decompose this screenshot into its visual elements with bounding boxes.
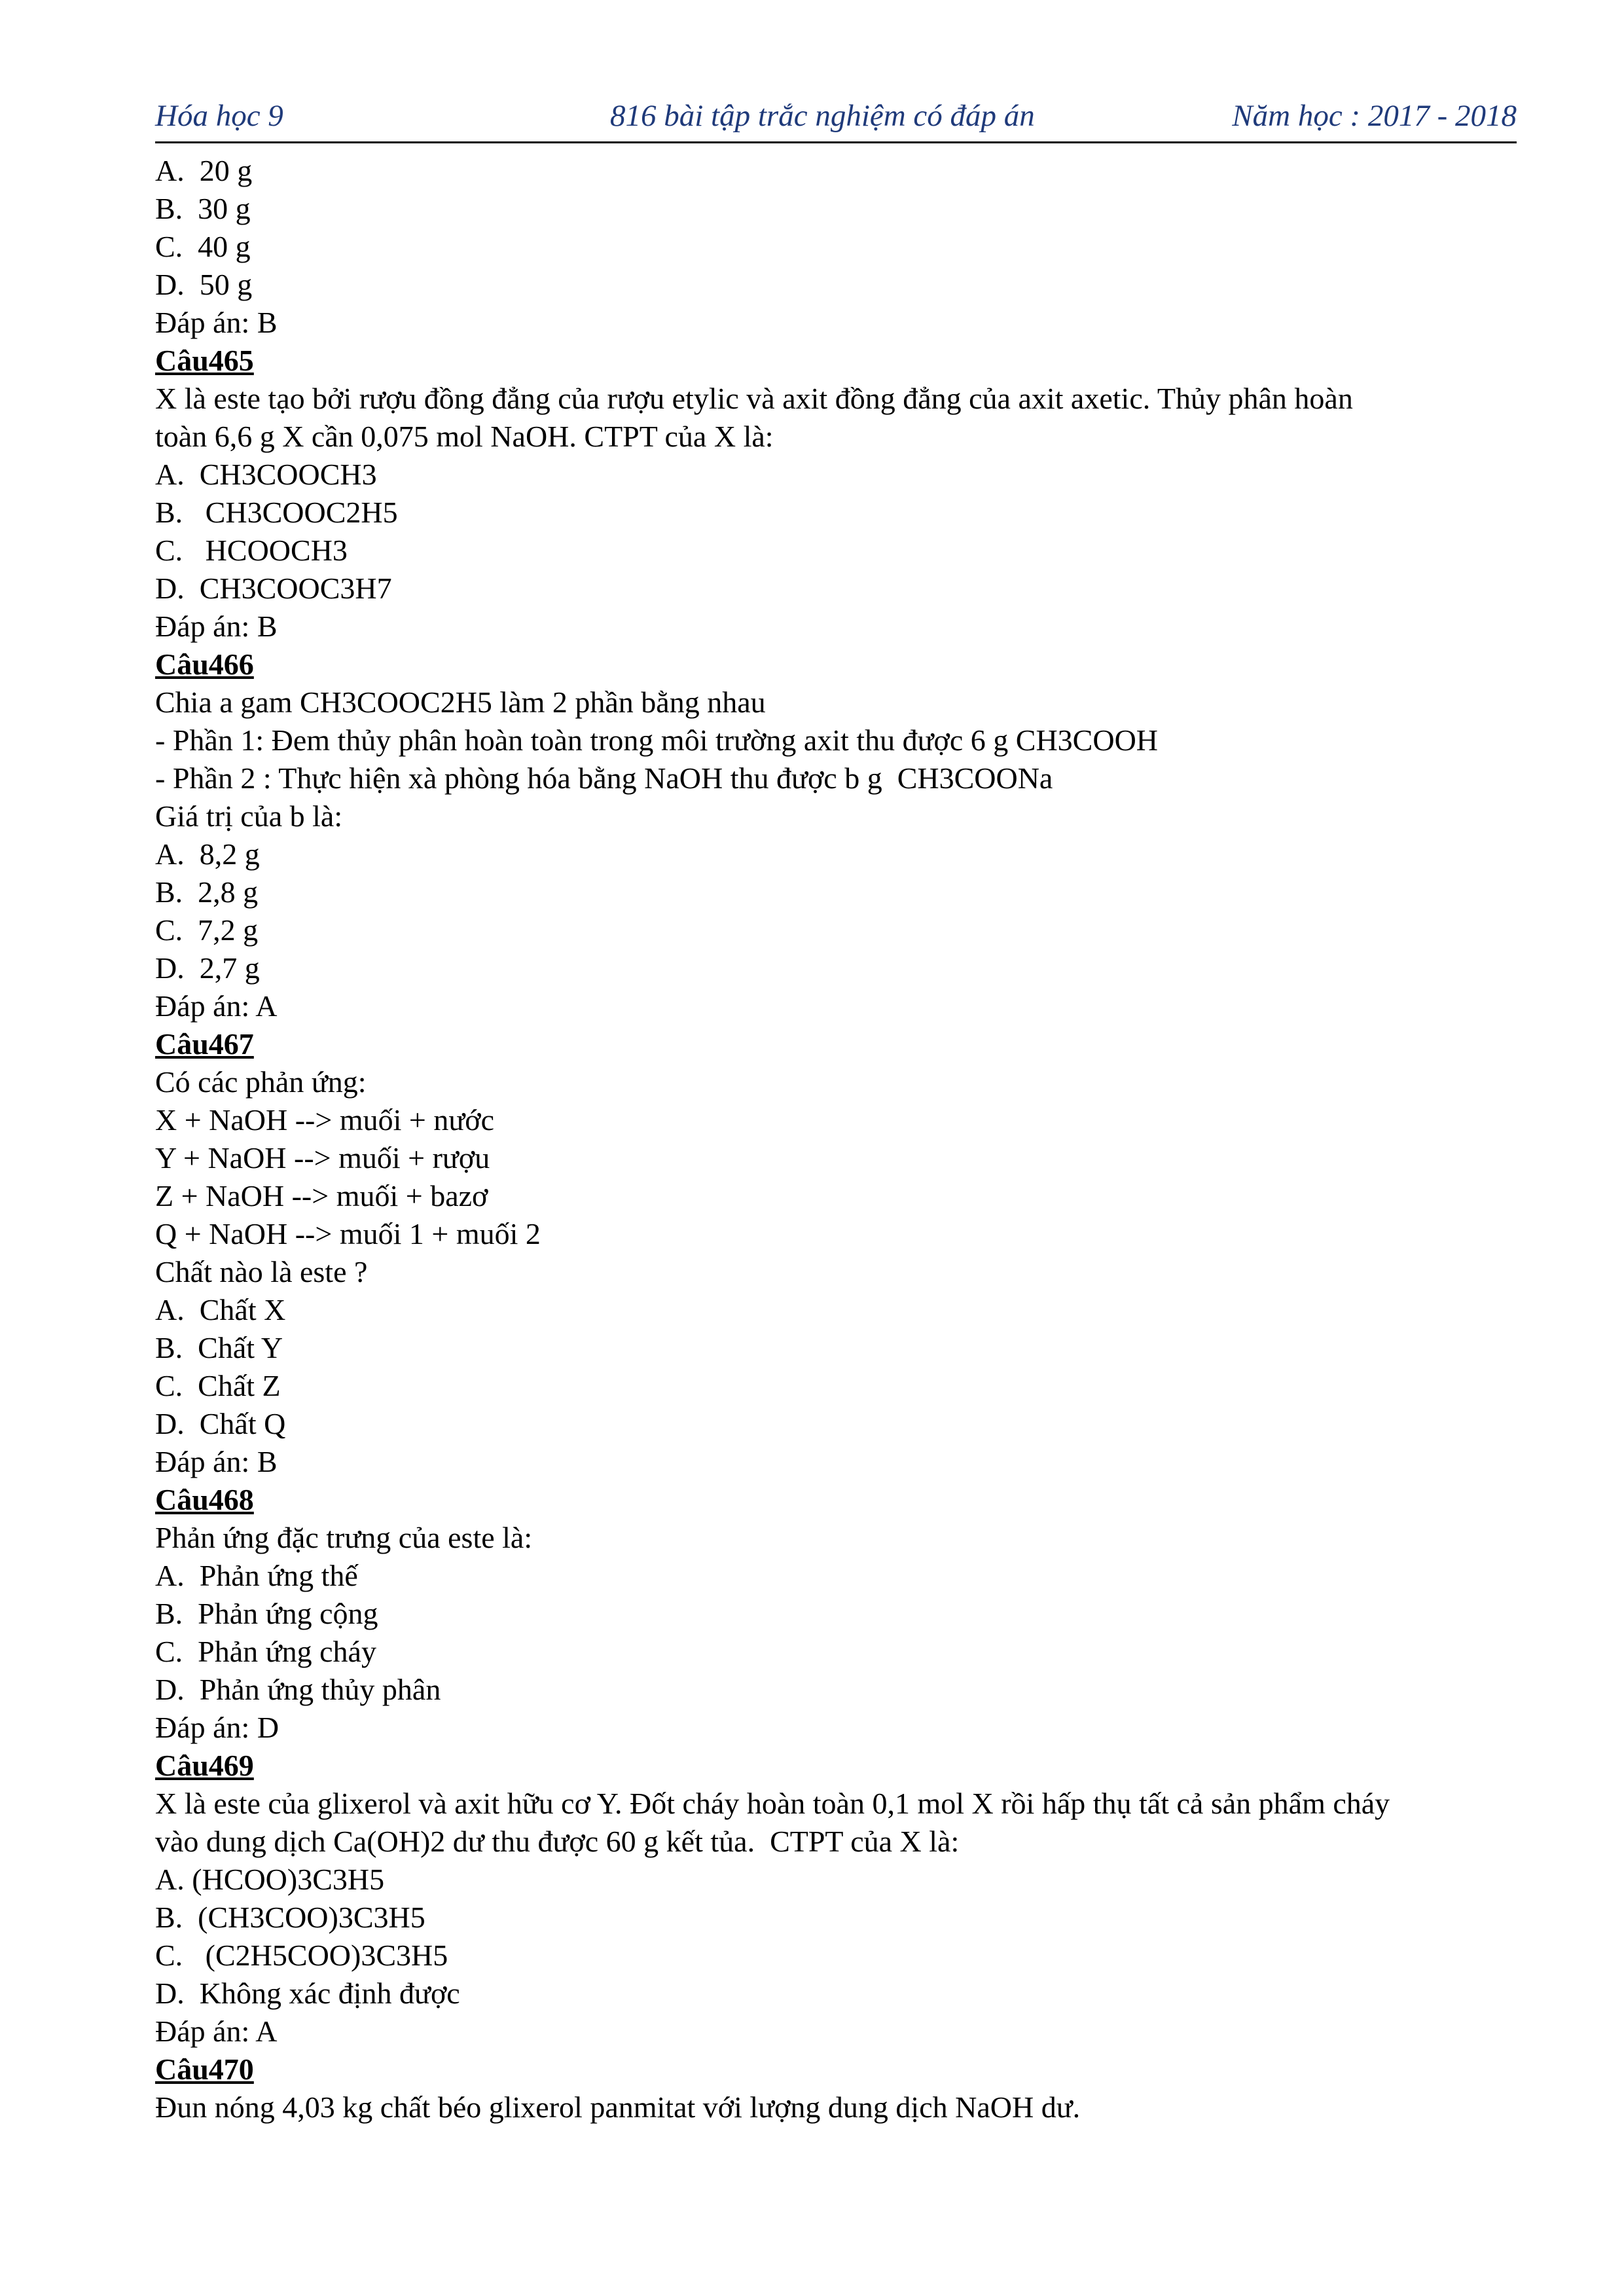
text-line: C. Phản ứng cháy — [155, 1635, 376, 1668]
text-line: Đun nóng 4,03 kg chất béo glixerol panmitat với lượng dung dịch NaOH dư. — [155, 2090, 1081, 2124]
text-line: C. HCOOCH3 — [155, 534, 348, 567]
text-line: D. Không xác định được — [155, 1977, 460, 2010]
text-line: X + NaOH --> muối + nước — [155, 1103, 494, 1137]
text-line: Đáp án: B — [155, 1445, 278, 1478]
question-title: Câu468 — [155, 1483, 254, 1516]
text-line: Đáp án: B — [155, 306, 278, 339]
text-line: D. 50 g — [155, 268, 253, 301]
text-line: Đáp án: A — [155, 2014, 278, 2048]
text-line: Y + NaOH --> muối + rượu — [155, 1141, 490, 1175]
text-line: toàn 6,6 g X cần 0,075 mol NaOH. CTPT của X là: — [155, 420, 774, 453]
header-school-year: Năm học : 2017 - 2018 — [1232, 99, 1517, 133]
text-line: Đáp án: B — [155, 610, 278, 643]
text-line: A. 8,2 g — [155, 837, 260, 871]
text-line: C. Chất Z — [155, 1369, 281, 1402]
text-line: A. Chất X — [155, 1293, 286, 1326]
text-line: C. (C2H5COO)3C3H5 — [155, 1939, 448, 1972]
text-line: C. 40 g — [155, 230, 251, 263]
text-line: Z + NaOH --> muối + bazơ — [155, 1179, 488, 1212]
header-subject: Hóa học 9 — [155, 99, 283, 133]
text-line: A. CH3COOCH3 — [155, 458, 377, 491]
text-line: - Phần 1: Đem thủy phân hoàn toàn trong môi trường axit thu được 6 g CH3COOH — [155, 723, 1159, 757]
text-line: B. 2,8 g — [155, 875, 259, 909]
text-line: Chất nào là este ? — [155, 1255, 368, 1288]
text-line: D. 2,7 g — [155, 951, 260, 985]
text-line: Giá trị của b là: — [155, 799, 343, 833]
text-line: C. 7,2 g — [155, 913, 259, 947]
document-body — [155, 152, 1517, 2126]
text-line: Có các phản ứng: — [155, 1065, 367, 1099]
text-line: Chia a gam CH3COOC2H5 làm 2 phần bằng nhau — [155, 685, 766, 719]
text-line: A. 20 g — [155, 154, 253, 187]
text-line: Q + NaOH --> muối 1 + muối 2 — [155, 1217, 541, 1250]
text-line: Đáp án: D — [155, 1711, 280, 1744]
question-title: Câu467 — [155, 1027, 254, 1061]
page-header — [155, 93, 1517, 143]
text-line: B. 30 g — [155, 192, 251, 225]
text-line: - Phần 2 : Thực hiện xà phòng hóa bằng NaOH thu được b g CH3COONa — [155, 761, 1053, 795]
header-document-title: 816 bài tập trắc nghiệm có đáp án — [610, 99, 1035, 133]
text-line: D. Phản ứng thủy phân — [155, 1673, 441, 1706]
text-line: vào dung dịch Ca(OH)2 dư thu được 60 g kết tủa. CTPT của X là: — [155, 1825, 960, 1858]
text-line: B. Phản ứng cộng — [155, 1597, 378, 1630]
text-line: D. CH3COOC3H7 — [155, 572, 392, 605]
question-title: Câu469 — [155, 1749, 254, 1782]
text-line: A. (HCOO)3C3H5 — [155, 1863, 385, 1896]
text-line: B. (CH3COO)3C3H5 — [155, 1901, 425, 1934]
text-line: Đáp án: A — [155, 989, 278, 1023]
text-line: B. Chất Y — [155, 1331, 283, 1364]
text-line: A. Phản ứng thế — [155, 1559, 358, 1592]
text-line: Phản ứng đặc trưng của este là: — [155, 1521, 533, 1554]
question-title: Câu466 — [155, 647, 254, 681]
text-line: D. Chất Q — [155, 1407, 286, 1440]
question-title: Câu470 — [155, 2052, 254, 2086]
text-line: X là este của glixerol và axit hữu cơ Y. Đốt cháy hoàn toàn 0,1 mol X rồi hấp thụ tất cả sản phẩm cháy — [155, 1787, 1390, 1820]
text-line: X là este tạo bởi rượu đồng đẳng của rượu etylic và axit đồng đẳng của axit axetic. Thủy phân hoàn — [155, 382, 1353, 415]
text-line: B. CH3COOC2H5 — [155, 496, 398, 529]
question-title: Câu465 — [155, 344, 254, 377]
